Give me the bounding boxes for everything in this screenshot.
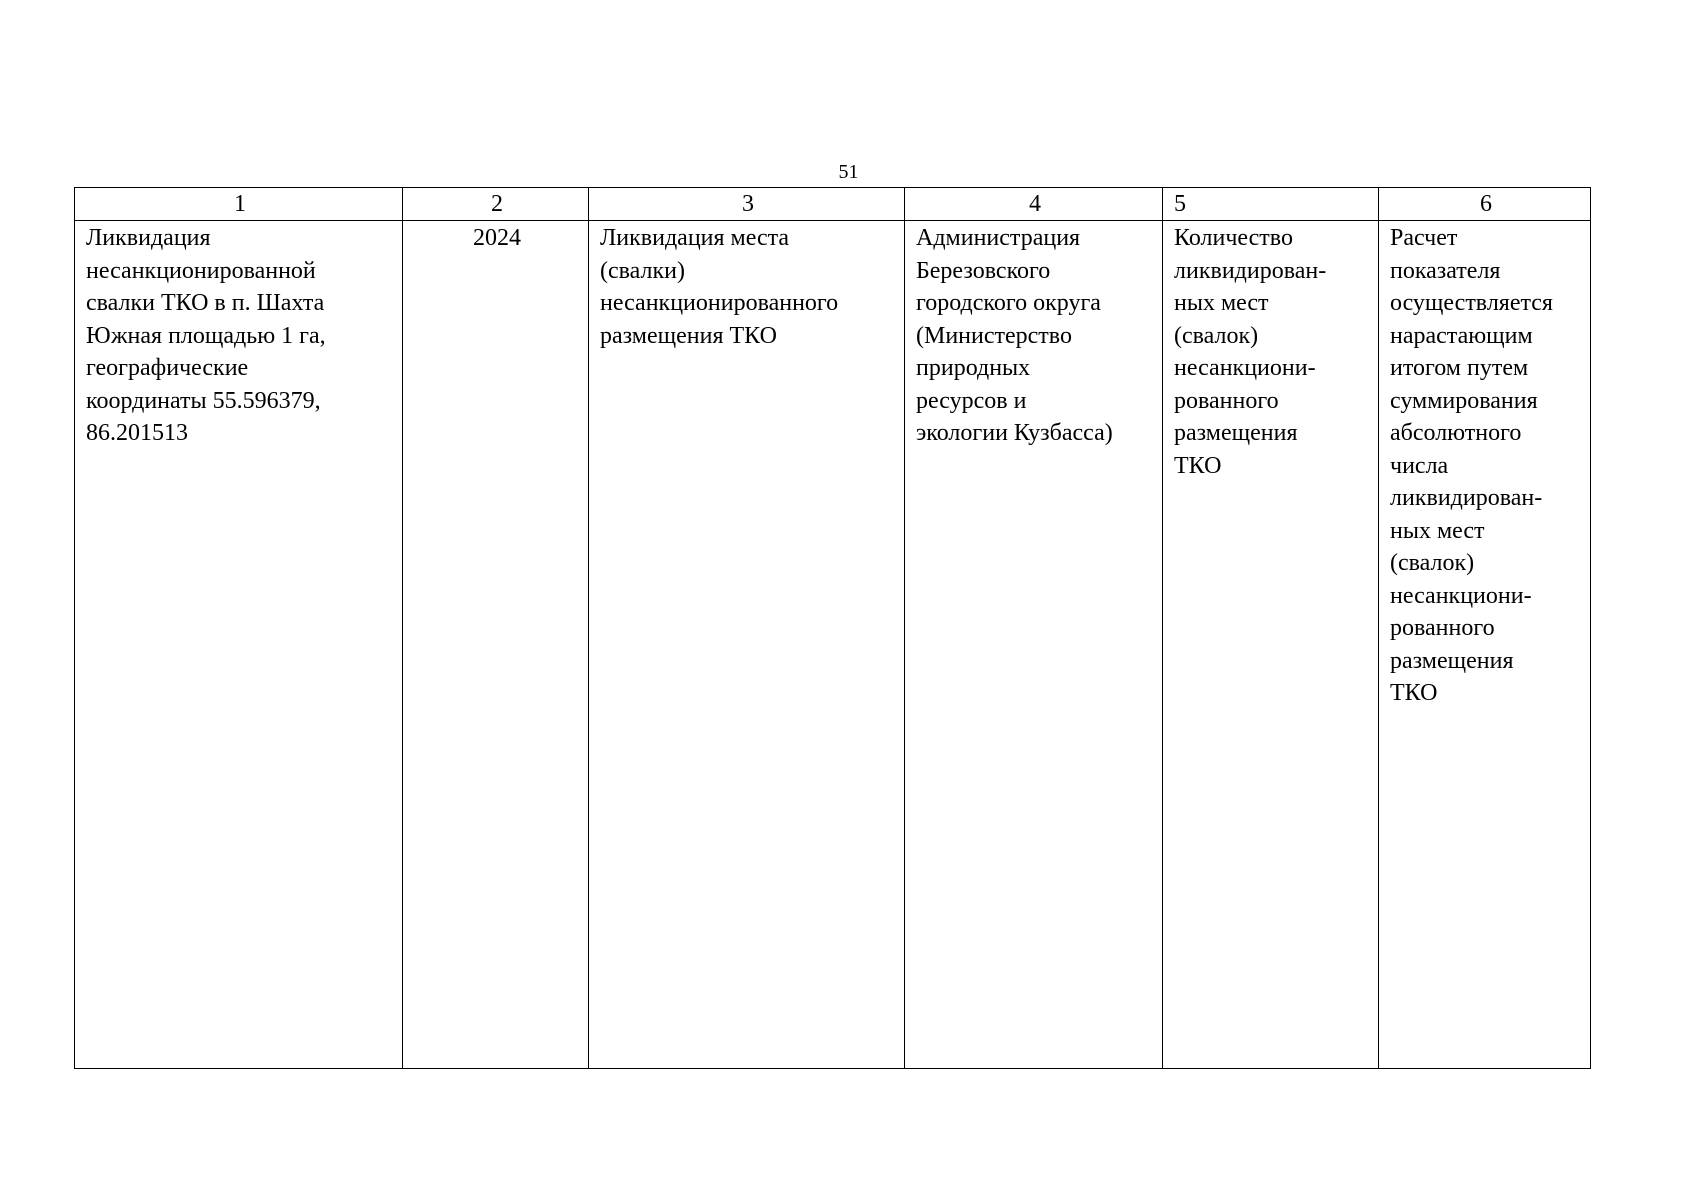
header-cell-3: 3: [589, 188, 905, 221]
cell-event-description: Ликвидация несанкционированной свалки ТКО в п. Шахта Южная площадью 1 га, географические координаты 55.596379, 86.201513: [75, 221, 403, 1069]
table-row: [75, 221, 1591, 1069]
cell-calculation-method: Расчет показателя осуществляется нарастающим итогом путем суммирования абсолютного числа ликвидирован- ных мест (свалок) несанкциони- рованного размещения ТКО: [1379, 221, 1591, 1069]
cell-responsible: Администрация Березовского городского округа (Министерство природных ресурсов и экологии Кузбасса): [905, 221, 1163, 1069]
header-cell-1: 1: [75, 188, 403, 221]
header-cell-6: 6: [1379, 188, 1591, 221]
header-cell-4: 4: [905, 188, 1163, 221]
page-number: 51: [838, 161, 859, 183]
cell-indicator: Количество ликвидирован- ных мест (свалок) несанкциони- рованного размещения ТКО: [1163, 221, 1379, 1069]
cell-year: 2024: [403, 221, 589, 1069]
header-cell-5: 5: [1163, 188, 1379, 221]
table-header-row: [75, 188, 1591, 221]
document-table: [74, 187, 1591, 1069]
header-cell-2: 2: [403, 188, 589, 221]
cell-result: Ликвидация места (свалки) несанкционированного размещения ТКО: [589, 221, 905, 1069]
